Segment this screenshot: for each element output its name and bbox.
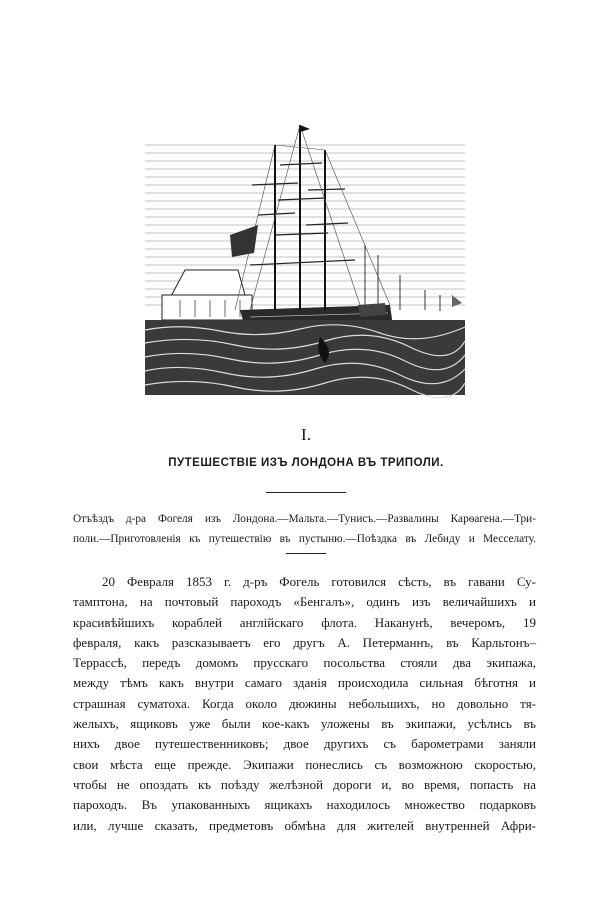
chapter-summary [73, 509, 536, 549]
summary-line: Отъѣздъ д-ра Фогеля изъ Лондона.—Мальта.—Тунисъ.—Развалины Карѳагена.—Три- [73, 513, 536, 525]
summary-line: поли.—Приготовленія къ путешествію въ пустыню.—Поѣздка въ Лебиду и Месселату. [73, 533, 536, 545]
text-line: 20 Февраля 1853 г. д-ръ Фогель готовился сѣсть, въ гавани Су- [102, 574, 536, 589]
text-line: Террассѣ, передъ домомъ прусскаго посольства стояли два экипажа, [73, 655, 536, 671]
text-line: страшная суматоха. Когда около дюжины небольшихъ, но довольно тя- [73, 695, 536, 711]
chapter-title: ПУТЕШЕСТВІЕ ИЗЪ ЛОНДОНА ВЪ ТРИПОЛИ. [168, 457, 444, 469]
text-line: или, лучше сказать, предметовъ обмѣна для жителей внутренней Афри- [73, 817, 536, 833]
text-line: красивѣйшихъ кораблей англійскаго флота. Наканунѣ, вечеромъ, 19 [73, 614, 536, 630]
text-line: желыхъ, ящиковъ уже были кое-какъ уложены въ экипажи, усѣлись въ [73, 716, 536, 732]
ship-engraving-illustration [140, 105, 470, 405]
text-line: между тѣмъ какъ внутри самаго зданія происходила сильная бѣготня и [73, 675, 536, 691]
text-line: февраля, какъ разсказываетъ его другъ А. Петерманнъ, въ Карльтонъ– [73, 634, 536, 650]
text-line: чтобы не опоздать къ поѣзду желѣзной дороги и, во время, попасть на [73, 776, 536, 792]
text-line: пароходъ. Въ упакованныхъ ящикахъ находилось множество подарковъ [73, 797, 536, 813]
sea-waves [145, 320, 465, 398]
divider-rule [286, 553, 326, 554]
divider-rule [266, 492, 346, 493]
body-paragraph [73, 572, 536, 836]
text-line: свои мѣста еще прежде. Экипажи понеслись съ возможною скоростью, [73, 756, 536, 772]
text-line: нихъ двое путешественниковъ; двое другихъ съ барометрами заняли [73, 736, 536, 752]
chapter-number: I. [301, 425, 311, 444]
text-line: тамптона, на почтовый пароходъ «Бенгалъ», одинъ изъ величайшихъ и [73, 594, 536, 610]
